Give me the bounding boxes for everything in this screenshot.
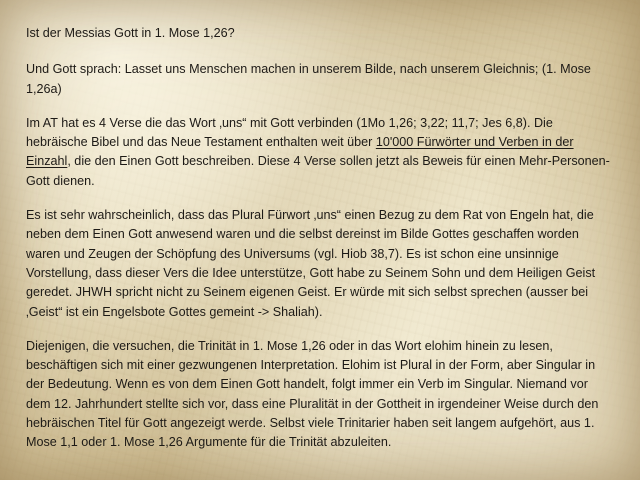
slide-title: Ist der Messias Gott in 1. Mose 1,26?	[26, 26, 235, 40]
paragraph-pronoun-count	[26, 114, 614, 191]
paragraph-pronoun-count-part1: Im AT hat es 4 Verse die das Wort ‚uns“ mit Gott verbinden (1Mo 1,26; 3,22; 11,7; Jes 6,8). Die hebräische Bibel und das Neue Testament enthalten weit über	[26, 115, 553, 150]
paragraph-pronoun-count-part2: , die den Einen Gott beschreiben. Diese 4 Verse sollen jetzt als Beweis für einen Mehr-Personen-Gott dienen.	[26, 154, 610, 188]
paragraph-scripture-quote: Und Gott sprach: Lasset uns Menschen machen in unserem Bilde, nach unserem Gleichnis; (1. Mose 1,26a)	[26, 62, 591, 96]
paragraph-pronoun-count-underlined: 10'000 Fürwörter und Verben in der Einzahl	[26, 135, 574, 169]
paragraph-angel-council: Es ist sehr wahrscheinlich, dass das Plural Fürwort ‚uns“ einen Bezug zu dem Rat von Engeln hat, die neben dem Einen Gott anwesend waren und die selbst dereinst im Bilde Gottes geschaffen worden waren und Zeugen der Schöpfung des Universums (vgl. Hiob 38,7). Es ist schon eine unsinnige Vorstellung, dass dieser Vers die Idee unterstütze, Gott habe zu Seinem Sohn und dem Heiligen Geist geredet. JHWH spricht nicht zu Seinem eigenen Geist. Er würde mit sich selbst sprechen (ausser bei ‚Geist“ ist ein Engelsbote Gottes gemeint -> Shaliah).	[26, 208, 596, 319]
paragraph-elohim-plural: Diejenigen, die versuchen, die Trinität in 1. Mose 1,26 oder in das Wort elohim hinein zu lesen, beschäftigen sich mit einer gezwungenen Interpretation. Elohim ist Plural in der Form, aber Singular in der Bedeutung. Wenn es von dem Einen Gott handelt, folgt immer ein Verb im Singular. Niemand vor dem 12. Jahrhundert stellte sich vor, dass eine Pluralität in der Gottheit in irgendeiner Weise durch den hebräischen Titel für Gott angezeigt werde. Selbst viele Trinitarier haben seit langem aufgehört, aus 1. Mose 1,1 oder 1. Mose 1,26 Argumente für die Trinität abzuleiten.	[26, 338, 599, 450]
